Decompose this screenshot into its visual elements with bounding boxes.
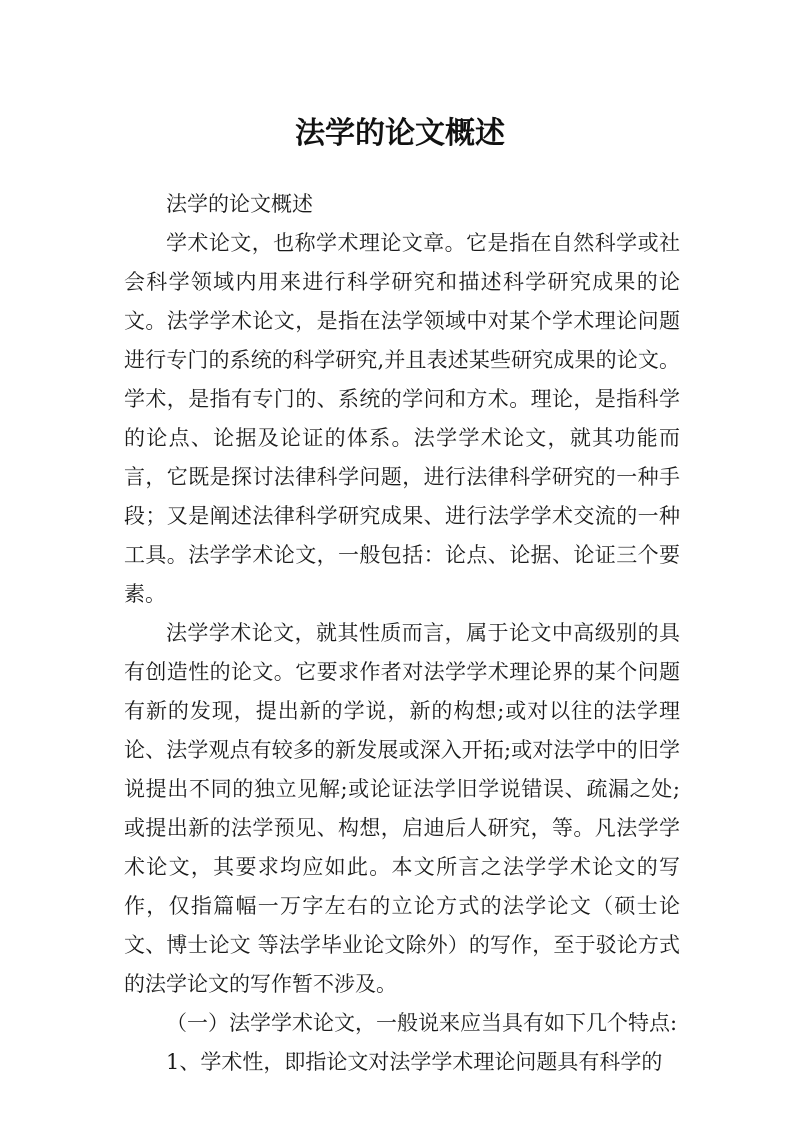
- document-body: [124, 185, 680, 1082]
- paragraph-definition: 学术论文，也称学术理论文章。它是指在自然科学或社会科学领域内用来进行科学研究和描述科学研究成果的论文。法学学术论文，是指在法学领域中对某个学术理论问题进行专门的系统的科学研究,并且表述某些研究成果的论文。学术，是指有专门的、系统的学问和方术。理论，是指科学的论点、论据及论证的体系。法学学术论文，就其功能而言，它既是探讨法律科学问题，进行法律科学研究的一种手段；又是阐述法律科学研究成果、进行法学学术交流的一种工具。法学学术论文，一般包括：论点、论据、论证三个要素。: [124, 231, 680, 606]
- paragraph-feature-1: 1、学术性，即指论文对法学学术理论问题具有科学的: [166, 1050, 663, 1074]
- paragraph-features-intro: （一）法学学术论文，一般说来应当具有如下几个特点:: [166, 1011, 678, 1035]
- document-title: 法学的论文概述: [295, 116, 505, 152]
- paragraph-nature: 法学学术论文，就其性质而言，属于论文中高级别的具有创造性的论文。它要求作者对法学学术理论界的某个问题有新的发现，提出新的学说，新的构想;或对以往的法学理论、法学观点有较多的新发展或深入开拓;或对法学中的旧学说提出不同的独立见解;或论证法学旧学说错误、疏漏之处;或提出新的法学预见、构想，启迪后人研究，等。凡法学学术论文，其要求均应如此。本文所言之法学学术论文的写作，仅指篇幅一万字左右的立论方式的法学论文（硕士论文、博士论文 等法学毕业论文除外）的写作，至于驳论方式的法学论文的写作暂不涉及。: [124, 621, 680, 996]
- paragraph-heading: 法学的论文概述: [166, 192, 313, 216]
